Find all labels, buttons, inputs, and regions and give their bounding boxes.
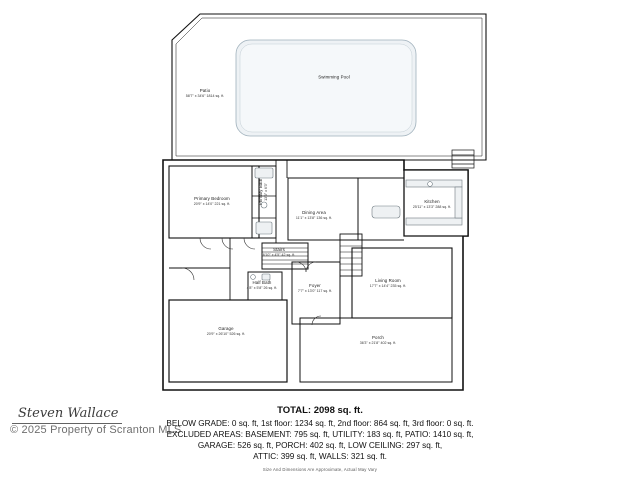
copyright-text: © 2025 Property of Scranton MLS bbox=[10, 424, 182, 436]
room-dimensions: 36'3" x 21'8" 402 sq. ft. bbox=[359, 340, 397, 345]
disclaimer-text: Size And Dimensions Are Approximate, Actual May Vary bbox=[262, 467, 378, 472]
room-dimensions: 4'8" x 5'8" 26 sq. ft. bbox=[246, 285, 278, 290]
room-label bbox=[296, 210, 332, 220]
room-name: Stairs bbox=[273, 247, 285, 253]
room-name: Dining Area bbox=[302, 210, 326, 216]
room-dimensions: 13'3" x 6'3" bbox=[263, 183, 268, 201]
room-label bbox=[360, 335, 397, 345]
room-name: Garage bbox=[218, 326, 234, 332]
room-dimensions: 7'7" x 13'0" 117 sq. ft. bbox=[297, 288, 333, 293]
room-dimensions: 20'9" x 26'10" 526 sq. ft. bbox=[206, 331, 246, 336]
swimming-pool bbox=[236, 40, 416, 136]
room-dimensions: 58'7" x 34'6" 1814 sq. ft. bbox=[185, 93, 225, 98]
room-dimensions: 20'9" x 14'0" 221 sq. ft. bbox=[193, 201, 231, 206]
room-label bbox=[258, 179, 268, 206]
room-label bbox=[207, 326, 246, 336]
room-dimensions: 11'1" x 13'8" 136 sq. ft. bbox=[295, 215, 333, 220]
room-name: Half Bath bbox=[252, 280, 272, 286]
room-dimensions: 17'7" x 14'4" 235 sq. ft. bbox=[369, 283, 407, 288]
room-name: Kitchen bbox=[424, 199, 440, 205]
room-label bbox=[247, 280, 278, 290]
room-name: Swimming Pool bbox=[318, 74, 350, 80]
room-label bbox=[413, 199, 451, 209]
room-label bbox=[263, 247, 296, 257]
house-footprint bbox=[163, 160, 468, 390]
excluded-areas-line-3: ATTIC: 399 sq. ft, WALLS: 321 sq. ft. bbox=[253, 451, 387, 461]
room-label bbox=[318, 74, 350, 80]
room-name: Primary Bath bbox=[258, 178, 264, 206]
room-name: Porch bbox=[372, 335, 384, 341]
total-area: TOTAL: 2098 sq. ft. bbox=[277, 404, 363, 416]
room-dimensions: 6'10" x 4'5" 42 sq. ft. bbox=[262, 252, 296, 257]
room-label bbox=[194, 196, 231, 206]
room-dimensions: 25'11" x 13'3" 288 sq. ft. bbox=[412, 204, 452, 209]
room-name: Foyer bbox=[309, 283, 321, 289]
excluded-areas-line-2: GARAGE: 526 sq. ft, PORCH: 402 sq. ft, LOW CEILING: 297 sq. ft, bbox=[197, 440, 443, 450]
area-summary bbox=[0, 405, 640, 472]
excluded-areas-line-1: EXCLUDED AREAS: BASEMENT: 795 sq. ft, UTILITY: 183 sq. ft, PATIO: 1410 sq. ft, bbox=[166, 429, 474, 439]
below-grade-line: BELOW GRADE: 0 sq. ft, 1st floor: 1234 sq. ft, 2nd floor: 864 sq. ft, 3rd floor: 0 sq. ft. bbox=[166, 418, 474, 428]
room-name: Primary Bedroom bbox=[194, 196, 230, 202]
room-label bbox=[186, 88, 225, 98]
room-name: Patio bbox=[199, 88, 211, 94]
room-label bbox=[298, 283, 332, 293]
signature-text: Steven Wallace bbox=[18, 406, 119, 421]
room-label bbox=[370, 278, 407, 288]
room-name: Living Room bbox=[375, 278, 401, 284]
